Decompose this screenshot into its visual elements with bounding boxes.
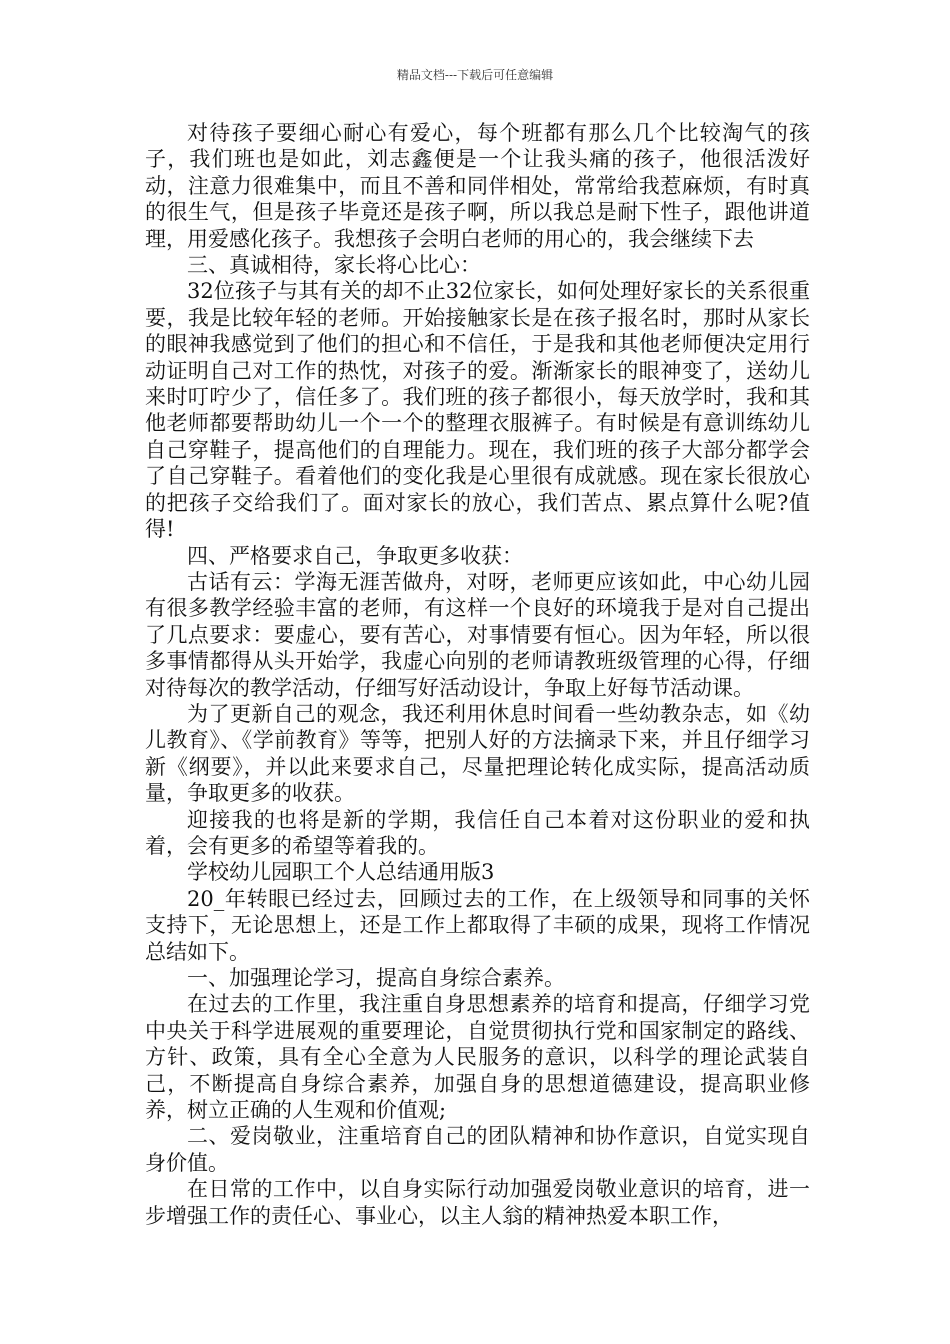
paragraph: 古话有云：学海无涯苦做舟，对呀，老师更应该如此，中心幼儿园有很多教学经验丰富的老师，有这样一个良好的环境我于是对自己提出了几点要求：要虚心，要有苦心，对事情要有恒心。因为年轻，所以很多事情都得从头开始学，我虚心向别的老师请教班级管理的心得，仔细对待每次的教学活动，仔细写好活动设计，争取上好每节活动课。 xyxy=(145,569,810,700)
paragraph: 对待孩子要细心耐心有爱心，每个班都有那么几个比较淘气的孩子，我们班也是如此，刘志鑫便是一个让我头痛的孩子，他很活泼好动，注意力很难集中，而且不善和同伴相处，常常给我惹麻烦，有时真的很生气，但是孩子毕竟还是孩子啊，所以我总是耐下性子，跟他讲道理，用爱感化孩子。我想孩子会明白老师的用心的，我会继续下去 xyxy=(145,121,810,251)
section-heading: 一、加强理论学习，提高自身综合素养。 xyxy=(187,966,565,990)
paragraph: 在过去的工作里，我注重自身思想素养的培育和提高，仔细学习党中央关于科学进展观的重要理论，自觉贯彻执行党和国家制定的路线、方针、政策，具有全心全意为人民服务的意识，以科学的理论武装自己，不断提高自身综合素养，加强自身的思想道德建设，提高职业修养，树立正确的人生观和价值观; xyxy=(145,992,810,1123)
section-heading: 三、真诚相待，家长将心比心： xyxy=(187,253,481,278)
paragraph: 在日常的工作中，以自身实际行动加强爱岗敬业意识的培育，进一步增强工作的责任心、事业心，以主人翁的精神热爱本职工作， xyxy=(145,1177,810,1228)
paragraph: 为了更新自己的观念，我还利用休息时间看一些幼教杂志，如《幼儿教育》、《学前教育》等等，把别人好的方法摘录下来，并且仔细学习新《纲要》，并以此来要求自己，尽量把理论转化成实际，提高活动质量，争取更多的收获。 xyxy=(145,701,810,806)
section-heading: 四、严格要求自己，争取更多收获： xyxy=(187,543,523,568)
paragraph: 32位孩子与其有关的却不止32位家长，如何处理好家长的关系很重要，我是比较年轻的老师。开始接触家长是在孩子报名时，那时从家长的眼神我感觉到了他们的担心和不信任，于是我和其他老师便决定用行动证明自己对工作的热忱，对孩子的爱。渐渐家长的眼神变了，送幼儿来时叮咛少了，信任多了。我们班的孩子都很小，每天放学时，我和其他老师都要帮助幼儿一个一个的整理衣服裤子。有时候是有意训练幼儿自己穿鞋子，提高他们的自理能力。现在，我们班的孩子大部分都学会了自己穿鞋子。看着他们的变化我是心里很有成就感。现在家长很放心的把孩子交给我们了。面对家长的放心，我们苦点、累点算什么呢?值得! xyxy=(145,279,810,542)
document-title: 学校幼儿园职工个人总结通用版3 xyxy=(187,860,495,885)
section-heading: 二、爱岗敬业，注重培育自己的团队精神和协作意识，自觉实现自身价值。 xyxy=(145,1124,810,1175)
paragraph: 20_年转眼已经过去，回顾过去的工作，在上级领导和同事的关怀支持下，无论思想上，还是工作上都取得了丰硕的成果，现将工作情况总结如下。 xyxy=(145,886,810,964)
document-body xyxy=(145,120,810,1229)
paragraph: 迎接我的也将是新的学期，我信任自己本着对这份职业的爱和执着，会有更多的希望等着我的。 xyxy=(145,807,810,858)
page-header: 精品文档---下载后可任意编辑 xyxy=(396,68,554,82)
